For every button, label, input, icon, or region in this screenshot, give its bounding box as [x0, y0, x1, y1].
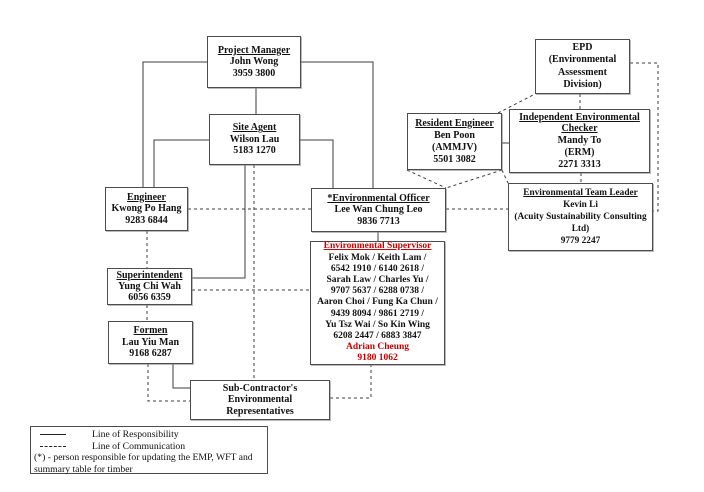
org-name: Sub-Contractor's: [222, 382, 298, 394]
dash-subcontractor-envsupervisor: [330, 365, 371, 398]
person-name: Lau Yiu Man: [121, 336, 180, 348]
person-name: Kevin Li: [563, 200, 598, 210]
line-formen-subcontractor: [173, 364, 190, 388]
box-title: Project Manager: [217, 44, 291, 56]
person-name: Kwong Po Hang: [111, 203, 182, 215]
company-name: Ltd): [571, 224, 590, 234]
phone-number: 6056 6359: [128, 292, 171, 303]
person-name-highlighted: Adrian Cheung: [345, 342, 410, 353]
solid-line-sample: [40, 434, 66, 435]
company-name: (AMMJV): [432, 141, 477, 153]
dash-residentengineer-etl: [502, 170, 508, 183]
phone-numbers: 6208 2447 / 6883 3847: [333, 331, 422, 342]
org-name: Environmental Representatives: [226, 394, 294, 417]
phone-numbers: 6542 1910 / 6140 2618 /: [330, 263, 425, 274]
line-pm-envofficer: [301, 62, 373, 188]
phone-number-highlighted: 9180 1062: [357, 353, 398, 364]
box-title: Engineer: [127, 191, 166, 203]
legend-row-communication: [33, 441, 267, 453]
legend-row-responsibility: [33, 429, 267, 441]
box-resident-engineer: [407, 113, 502, 170]
box-independent-environmental-checker: [509, 109, 650, 173]
legend: [30, 426, 268, 474]
box-environmental-team-leader: [508, 183, 653, 251]
box-formen: [108, 321, 193, 364]
person-name: Mandy To: [557, 135, 602, 147]
box-site-agent: [209, 114, 300, 165]
legend-note: (*) - person responsible for updating the EMP, WFT and: [34, 452, 253, 463]
person-names: Yu Tsz Wai / So Kin Wing: [325, 319, 430, 330]
box-title: Resident Engineer: [415, 117, 494, 129]
person-names: Aaron Choi / Fung Ka Chun /: [317, 297, 438, 308]
box-title: Superintendent: [116, 270, 183, 281]
phone-number: 9836 7713: [357, 215, 400, 227]
box-title: Environmental Team Leader: [523, 188, 638, 198]
phone-number: 9168 6287: [129, 348, 172, 360]
box-epd: [535, 39, 630, 94]
person-name: Yung Chi Wah: [118, 281, 181, 292]
person-names: Felix Mok / Keith Lam /: [328, 252, 427, 263]
phone-number: 2271 3313: [558, 158, 601, 170]
box-title: Checker: [561, 123, 598, 135]
org-name: EPD (Environmental: [548, 41, 617, 65]
box-title: Formen: [133, 325, 168, 337]
phone-number: 9779 2247: [560, 236, 601, 246]
person-name: Ben Poon: [434, 129, 475, 141]
phone-number: 5501 3082: [433, 153, 476, 165]
phone-number: 9283 6844: [125, 214, 168, 226]
person-name: John Wong: [229, 56, 279, 68]
box-environmental-supervisor: [310, 241, 445, 365]
company-name: (Acuity Sustainability Consulting: [514, 212, 647, 222]
dashed-line-sample: [40, 446, 66, 447]
legend-label: Line of Responsibility: [92, 429, 179, 440]
line-siteagent-envofficer: [300, 140, 333, 188]
box-project-manager: [207, 36, 301, 88]
legend-note: summary table for timber: [34, 463, 133, 475]
box-sub-contractor: [190, 380, 330, 420]
dash-formen-subcontractor: [148, 364, 190, 401]
dash-residentengineer-envofficer-left: [407, 170, 446, 188]
box-title: Environmental Supervisor: [323, 241, 432, 252]
person-names: Sarah Law / Charles Yu /: [326, 275, 429, 285]
phone-number: 5183 1270: [233, 145, 276, 157]
phone-number: 3959 3800: [232, 67, 276, 79]
phone-numbers: 9439 8094 / 9861 2719 /: [330, 308, 425, 319]
box-title: *Environmental Officer: [327, 192, 430, 204]
company-name: (ERM): [564, 146, 595, 158]
box-engineer: [105, 187, 188, 231]
line-pm-engineer: [143, 62, 207, 187]
line-siteagent-superintendent: [192, 165, 245, 278]
box-superintendent: [107, 268, 192, 305]
legend-label: Line of Communication: [92, 440, 186, 452]
line-siteagent-engineer: [154, 140, 209, 187]
phone-numbers: 9707 5637 / 6288 0738 /: [330, 286, 425, 297]
org-name: Assessment Division): [558, 66, 607, 90]
box-title: Independent Environmental: [519, 111, 640, 123]
dash-residentengineer-envofficer-right: [446, 170, 502, 188]
box-environmental-officer: [311, 188, 446, 232]
box-title: Site Agent: [232, 122, 277, 134]
person-name: Lee Wan Chung Leo: [334, 204, 423, 216]
person-name: Wilson Lau: [229, 133, 280, 145]
